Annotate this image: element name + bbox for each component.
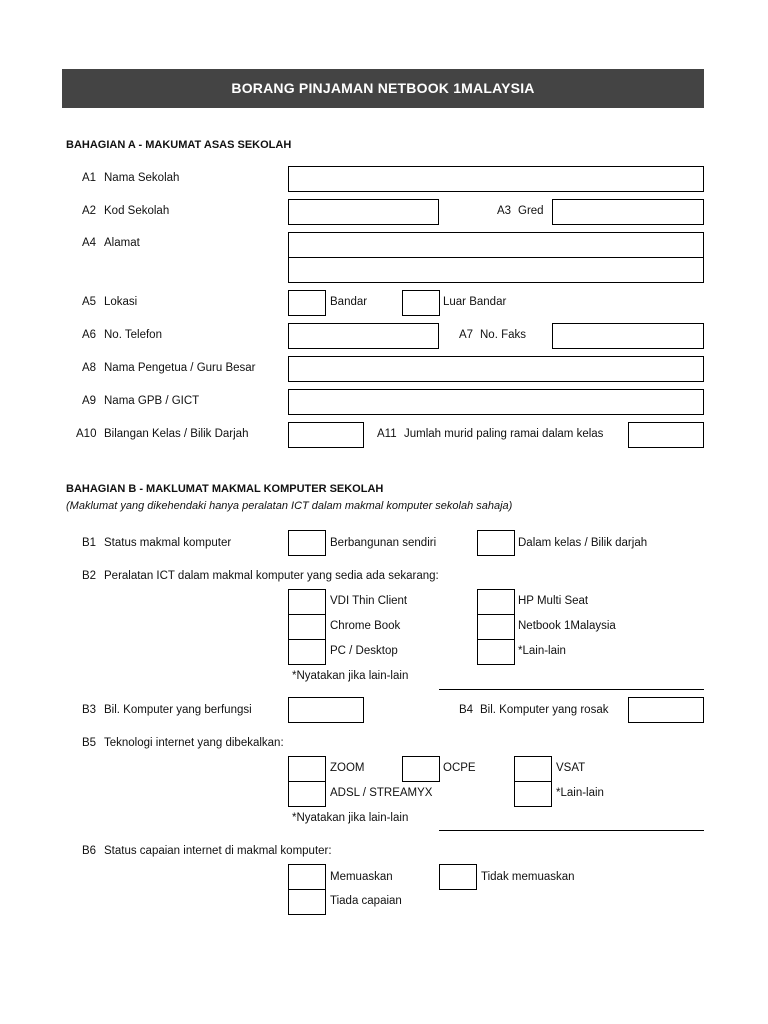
school-name-field[interactable] [288, 166, 704, 192]
b3-label: Bil. Komputer yang berfungsi [104, 704, 252, 716]
b5-label: Teknologi internet yang dibekalkan: [104, 737, 284, 749]
a5-label: Lokasi [104, 296, 138, 308]
vdi-thin-client-label: VDI Thin Client [330, 595, 408, 607]
b2-specify-label: *Nyatakan jika lain-lain [292, 670, 409, 682]
a7-label: No. Faks [480, 329, 527, 341]
b6-code: B6 [82, 845, 97, 857]
a3-code: A3 [497, 205, 512, 217]
a4-label: Alamat [104, 237, 140, 249]
a8-code: A8 [82, 362, 97, 374]
principal-name-field[interactable] [288, 356, 704, 382]
location-rural-label: Luar Bandar [443, 296, 507, 308]
a1-label: Nama Sekolah [104, 172, 180, 184]
access-unsatisfactory-label: Tidak memuaskan [481, 871, 575, 883]
b1-code: B1 [82, 537, 97, 549]
no-access-checkbox[interactable] [288, 889, 326, 915]
class-count-field[interactable] [288, 422, 364, 448]
no-access-label: Tiada capaian [330, 895, 402, 907]
section-b-heading: BAHAGIAN B - MAKLUMAT MAKMAL KOMPUTER SEKOLAH [66, 483, 384, 495]
b4-code: B4 [459, 704, 474, 716]
b1-label: Status makmal komputer [104, 537, 232, 549]
zoom-checkbox[interactable] [288, 756, 326, 782]
grade-field[interactable] [552, 199, 704, 225]
fax-field[interactable] [552, 323, 704, 349]
access-satisfactory-checkbox[interactable] [288, 864, 326, 890]
a11-code: A11 [377, 428, 397, 440]
netbook-1malaysia-label: Netbook 1Malaysia [518, 620, 616, 632]
b2-other-label: *Lain-lain [518, 645, 566, 657]
a5-code: A5 [82, 296, 97, 308]
school-code-field[interactable] [288, 199, 439, 225]
broken-computers-field[interactable] [628, 697, 704, 723]
b4-label: Bil. Komputer yang rosak [480, 704, 609, 716]
vdi-thin-client-checkbox[interactable] [288, 589, 326, 615]
lab-in-classroom-label: Dalam kelas / Bilik darjah [518, 537, 648, 549]
access-satisfactory-label: Memuaskan [330, 871, 393, 883]
b2-other-checkbox[interactable] [477, 639, 515, 665]
b2-label: Peralatan ICT dalam makmal komputer yang sedia ada sekarang: [104, 570, 439, 582]
vsat-label: VSAT [556, 762, 586, 774]
b3-code: B3 [82, 704, 97, 716]
pc-desktop-label: PC / Desktop [330, 645, 398, 657]
a4-code: A4 [82, 237, 97, 249]
zoom-label: ZOOM [330, 762, 365, 774]
a1-code: A1 [82, 172, 97, 184]
netbook-1malaysia-checkbox[interactable] [477, 614, 515, 640]
a2-code: A2 [82, 205, 97, 217]
chrome-book-checkbox[interactable] [288, 614, 326, 640]
adsl-streamyx-checkbox[interactable] [288, 781, 326, 807]
a3-label: Gred [518, 205, 544, 217]
chrome-book-label: Chrome Book [330, 620, 401, 632]
phone-field[interactable] [288, 323, 439, 349]
working-computers-field[interactable] [288, 697, 364, 723]
a11-label: Jumlah murid paling ramai dalam kelas [404, 428, 604, 440]
a2-label: Kod Sekolah [104, 205, 170, 217]
section-a-heading: BAHAGIAN A - MAKUMAT ASAS SEKOLAH [66, 139, 292, 151]
b6-label: Status capaian internet di makmal komputer: [104, 845, 332, 857]
hp-multi-seat-checkbox[interactable] [477, 589, 515, 615]
b5-other-checkbox[interactable] [514, 781, 552, 807]
lab-standalone-label: Berbangunan sendiri [330, 537, 437, 549]
adsl-streamyx-label: ADSL / STREAMYX [330, 787, 433, 799]
b2-specify-line[interactable] [439, 689, 704, 690]
a6-label: No. Telefon [104, 329, 162, 341]
b5-other-label: *Lain-lain [556, 787, 604, 799]
a10-code: A10 [76, 428, 97, 440]
address-field-line1[interactable] [288, 232, 704, 258]
max-students-field[interactable] [628, 422, 704, 448]
ocpe-label: OCPE [443, 762, 476, 774]
lab-in-classroom-checkbox[interactable] [477, 530, 515, 556]
b5-specify-label: *Nyatakan jika lain-lain [292, 812, 409, 824]
hp-multi-seat-label: HP Multi Seat [518, 595, 589, 607]
ocpe-checkbox[interactable] [402, 756, 440, 782]
a8-label: Nama Pengetua / Guru Besar [104, 362, 256, 374]
location-urban-label: Bandar [330, 296, 368, 308]
access-unsatisfactory-checkbox[interactable] [439, 864, 477, 890]
section-b-note: (Maklumat yang dikehendaki hanya peralatan ICT dalam makmal komputer sekolah sahaja) [66, 500, 513, 512]
location-rural-checkbox[interactable] [402, 290, 440, 316]
lab-standalone-checkbox[interactable] [288, 530, 326, 556]
a7-code: A7 [459, 329, 474, 341]
a10-label: Bilangan Kelas / Bilik Darjah [104, 428, 249, 440]
vsat-checkbox[interactable] [514, 756, 552, 782]
location-urban-checkbox[interactable] [288, 290, 326, 316]
a9-code: A9 [82, 395, 97, 407]
a6-code: A6 [82, 329, 97, 341]
pc-desktop-checkbox[interactable] [288, 639, 326, 665]
b2-code: B2 [82, 570, 97, 582]
form-title: BORANG PINJAMAN NETBOOK 1MALAYSIA [62, 69, 704, 108]
a9-label: Nama GPB / GICT [104, 395, 200, 407]
b5-specify-line[interactable] [439, 830, 704, 831]
gpb-gict-name-field[interactable] [288, 389, 704, 415]
b5-code: B5 [82, 737, 97, 749]
address-field-line2[interactable] [288, 257, 704, 283]
